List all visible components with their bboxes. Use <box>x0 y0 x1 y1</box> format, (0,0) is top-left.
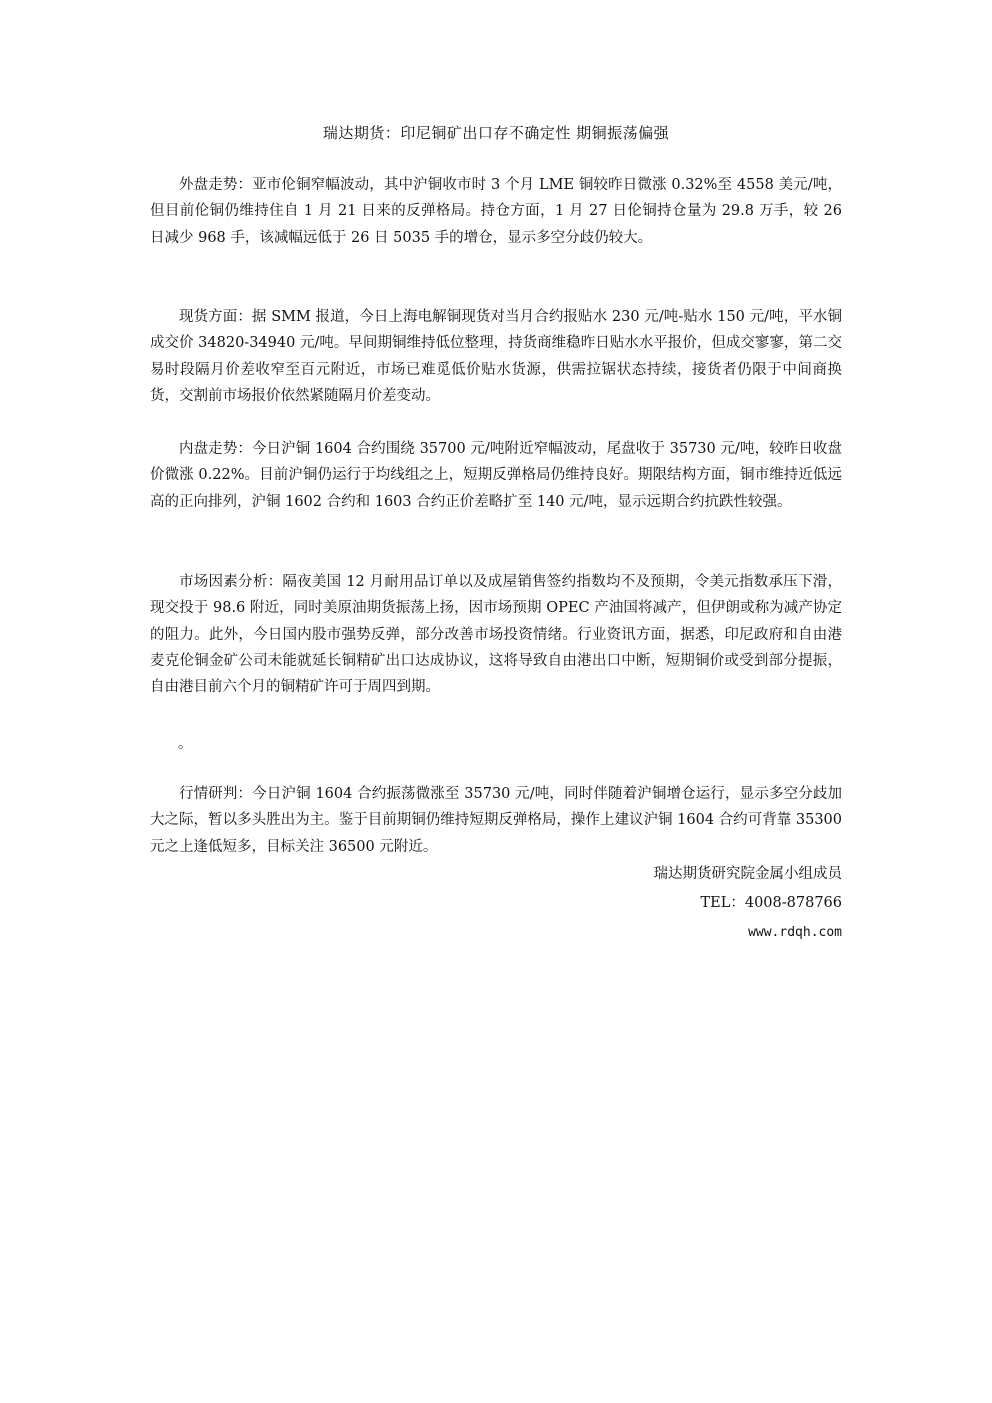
stray-punctuation: 。 <box>178 736 193 752</box>
paragraph-overseas-market: 外盘走势：亚市伦铜窄幅波动，其中沪铜收市时 3 个月 LME 铜较昨日微涨 0.32%至 4558 美元/吨，但目前伦铜仍维持住自 1 月 21 日来的反弹格局。持仓方面，1 月 27 日伦铜持仓量为 29.8 万手，较 26 日减少 968 手，该减幅远低于 26 日 5035 手的增仓，显示多空分歧仍较大。 <box>150 177 842 246</box>
paragraph-outlook: 行情研判：今日沪铜 1604 合约振荡微涨至 35730 元/吨，同时伴随着沪铜增仓运行，显示多空分歧加大之际，暂以多头胜出为主。鉴于目前期铜仍维持短期反弹格局，操作上建议沪铜 1604 合约可背靠 35300 元之上逢低短多，目标关注 36500 元附近。 <box>150 786 842 855</box>
document-title: 瑞达期货：印尼铜矿出口存不确定性 期铜振荡偏强 <box>322 124 670 142</box>
paragraph-domestic-market: 内盘走势：今日沪铜 1604 合约围绕 35700 元/吨附近窄幅波动，尾盘收于 35730 元/吨，较昨日收盘价微涨 0.22%。目前沪铜仍运行于均线组之上，短期反弹格局仍维持良好。期限结构方面，铜市维持近低远高的正向排列，沪铜 1602 合约和 1603 合约正价差略扩至 140 元/吨，显示远期合约抗跌性较强。 <box>150 441 842 510</box>
paragraph-spot-market: 现货方面：据 SMM 报道，今日上海电解铜现货对当月合约报贴水 230 元/吨-贴水 150 元/吨，平水铜成交价 34820-34940 元/吨。早间期铜维持低位整理，持货商维稳昨日贴水水平报价，但成交寥寥，第二交易时段隔月价差收窄至百元附近，市场已难觅低价贴水货源，供需拉锯状态持续，接货者仍限于中间商换货，交割前市场报价依然紧随隔月价差变动。 <box>150 309 842 404</box>
signature-website: www.rdqh.com <box>748 925 842 940</box>
signature-organization: 瑞达期货研究院金属小组成员 <box>653 866 842 882</box>
paragraph-market-factors: 市场因素分析：隔夜美国 12 月耐用品订单以及成屋销售签约指数均不及预期，令美元指数承压下滑，现交投于 98.6 附近，同时美原油期货振荡上扬，因市场预期 OPEC 产油国将减产，但伊朗或称为减产协定的阻力。此外，今日国内股市强势反弹，部分改善市场投资情绪。行业资讯方面，据悉，印尼政府和自由港麦克伦铜金矿公司未能就延长铜精矿出口达成协议，这将导致自由港出口中断，短期铜价或受到部分提振，自由港目前六个月的铜精矿许可于周四到期。 <box>150 574 842 696</box>
signature-telephone: TEL：4008-878766 <box>700 895 842 911</box>
